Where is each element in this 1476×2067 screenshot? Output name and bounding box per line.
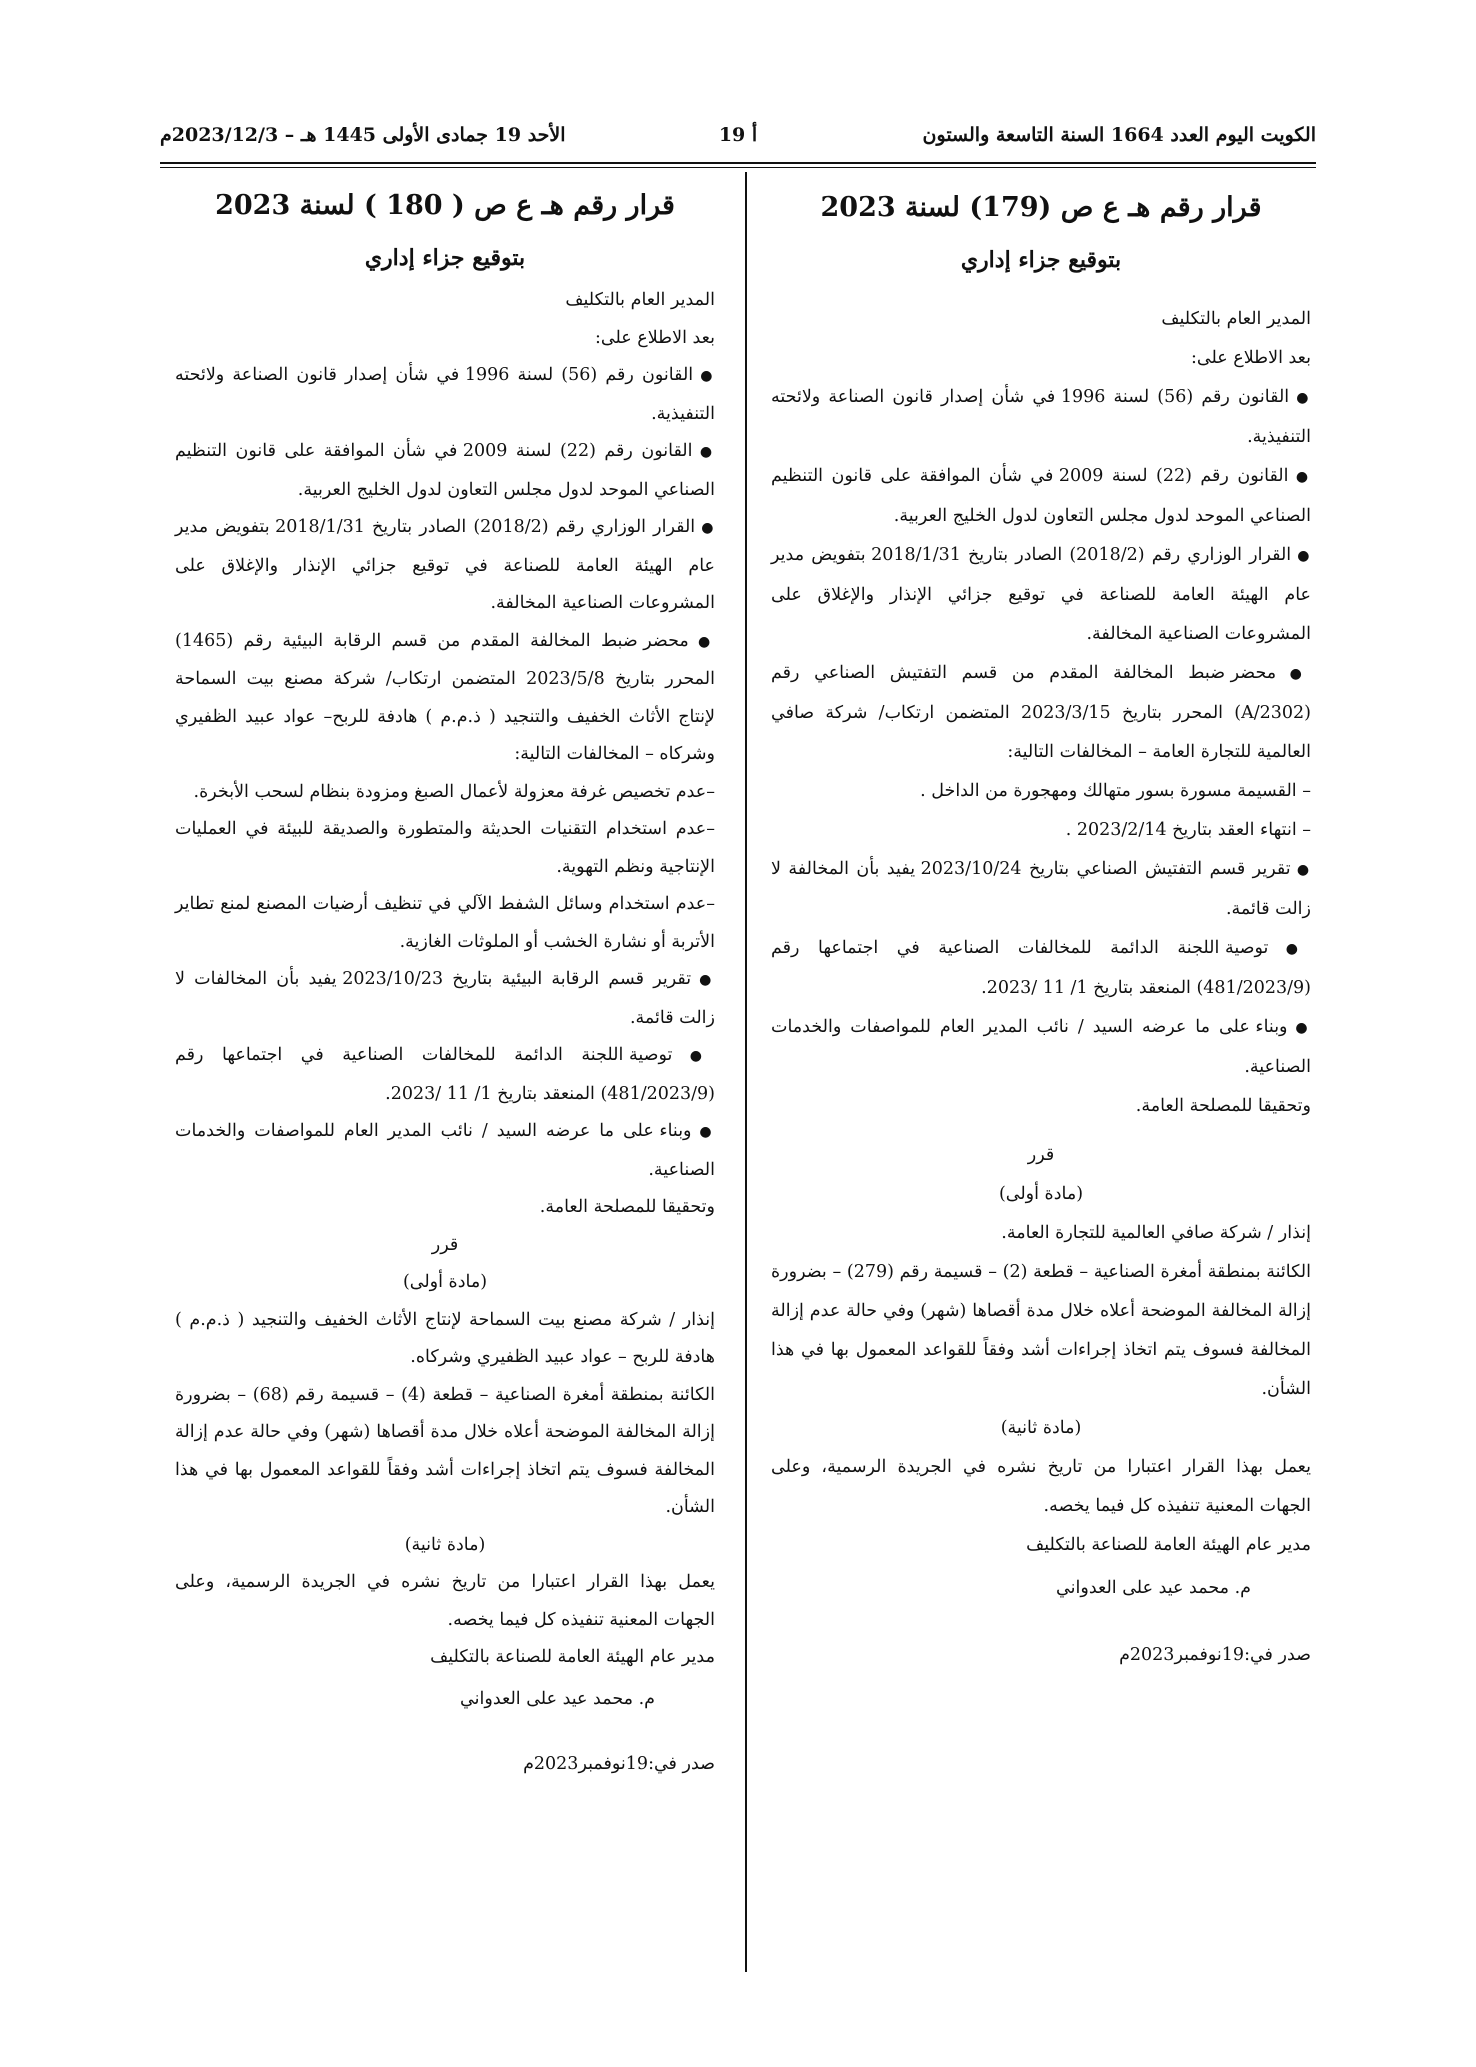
list-item: ● القانون رقم (56) لسنة 1996 في شأن إصدار قانون الصناعة ولائحته التنفيذية. [771, 378, 1311, 457]
list-item: ● القانون رقم (22) لسنة 2009 في شأن الموافقة على قانون التنظيم الصناعي الموحد لدول مجلس التعاون لدول الخليج العربية. [175, 433, 715, 509]
decree-title: قرار رقم هـ ع ص ( 180 ) لسنة 2023 [215, 190, 675, 221]
decree-title: قرار رقم هـ ع ص (179) لسنة 2023 [820, 192, 1262, 223]
list-item: ● القرار الوزاري رقم (2018/2) الصادر بتاريخ 2018/1/31 بتفويض مدير عام الهيئة العامة للصناعة في توقيع جزائي الإنذار والإغلاق على المشروعات الصناعية المخالفة. [175, 509, 715, 623]
list-item: ● محضر ضبط المخالفة المقدم من قسم الرقابة البيئية رقم (1465) المحرر بتاريخ 2023/5/8 المتضمن ارتكاب/ شركة مصنع بيت السماحة لإنتاج الأثاث الخفيف والتنجيد ( ذ.م.م ) هادفة للربح– عواد عبيد الظفيري وشركاه – المخالفات التالية: [175, 623, 715, 774]
signatory-name: م. محمد عيد على العدواني [1056, 1578, 1251, 1598]
list-item: ● القانون رقم (56) لسنة 1996 في شأن إصدار قانون الصناعة ولائحته التنفيذية. [175, 357, 715, 433]
list-item: ● وبناء على ما عرضه السيد / نائب المدير العام للمواصفات والخدمات الصناعية. [771, 1008, 1311, 1087]
header-rule-thin [160, 167, 1316, 168]
signatory-title: مدير عام الهيئة العامة للصناعة بالتكليف [430, 1647, 715, 1667]
issuer: المدير العام بالتكليف [1161, 309, 1311, 329]
article-1-text: إنذار / شركة صافي العالمية للتجارة العامة. [1001, 1223, 1311, 1243]
header-date: الأحد 19 جمادى الأولى 1445 هـ – 2023/12/3م [160, 124, 566, 146]
header-gazette-issue: الكويت اليوم العدد 1664 السنة التاسعة والستون [922, 124, 1316, 146]
decree-subtitle: بتوقيع جزاء إداري [364, 245, 526, 271]
signatory-title: مدير عام الهيئة العامة للصناعة بالتكليف [1026, 1535, 1311, 1555]
list-item: ● توصية اللجنة الدائمة للمخالفات الصناعية في اجتماعها رقم (481/2023/9) المنعقد بتاريخ 1/ 11 /2023. [771, 929, 1311, 1008]
list-item: ● محضر ضبط المخالفة المقدم من قسم التفتيش الصناعي رقم (A/2302) المحرر بتاريخ 2023/3/15 المتضمن ارتكاب/ شركة صافي العالمية للتجارة العامة – المخالفات التالية: [771, 654, 1311, 772]
list-item: ● القرار الوزاري رقم (2018/2) الصادر بتاريخ 2018/1/31 بتفويض مدير عام الهيئة العامة للصناعة في توقيع جزائي الإنذار والإغلاق على المشروعات الصناعية المخالفة. [771, 536, 1311, 654]
article-1-text: الكائنة بمنطقة أمغرة الصناعية – قطعة (2) – قسيمة رقم (279) – بضرورة إزالة المخالفة الموضحة أعلاه خلال مدة أقصاها (شهر) وفي حالة عدم إزالة المخالفة فسوف يتم اتخاذ إجراءات أشد وفقاً للقواعد المعمول بها في هذا الشأن. [771, 1262, 1311, 1399]
violation-item: –عدم استخدام وسائل الشفط الآلي في تنظيف أرضيات المصنع لمنع تطاير الأتربة أو نشارة الخشب أو الملوثات الغازية. [175, 894, 715, 952]
violation-item: – القسيمة مسورة بسور متهالك ومهجورة من الداخل . [920, 781, 1311, 801]
violation-item: – انتهاء العقد بتاريخ 2023/2/14 . [1065, 820, 1311, 840]
article-2-title: (مادة ثانية) [404, 1534, 486, 1555]
after-review: بعد الاطلاع على: [595, 327, 715, 348]
public-interest: وتحقيقا للمصلحة العامة. [539, 1197, 715, 1217]
article-1-text: الكائنة بمنطقة أمغرة الصناعية – قطعة (4) – قسيمة رقم (68) – بضرورة إزالة المخالفة الموضحة أعلاه خلال مدة أقصاها (شهر) وفي حالة عدم إزالة المخالفة فسوف يتم اتخاذ إجراءات أشد وفقاً للقواعد المعمول بها في هذا الشأن. [175, 1384, 715, 1517]
issue-date: صدر في:19نوفمبر2023م [1119, 1645, 1311, 1665]
article-1-text: إنذار / شركة مصنع بيت السماحة لإنتاج الأثاث الخفيف والتنجيد ( ذ.م.م ) هادفة للربح – عواد عبيد الظفيري وشركاه. [175, 1309, 715, 1367]
public-interest: وتحقيقا للمصلحة العامة. [1135, 1096, 1311, 1116]
issue-date: صدر في:19نوفمبر2023م [523, 1754, 715, 1774]
article-2-title: (مادة ثانية) [1000, 1418, 1082, 1438]
list-item: ● وبناء على ما عرضه السيد / نائب المدير العام للمواصفات والخدمات الصناعية. [175, 1113, 715, 1189]
article-2-text: يعمل بهذا القرار اعتبارا من تاريخ نشره في الجريدة الرسمية، وعلى الجهات المعنية تنفيذه كل فيما يخصه. [771, 1457, 1311, 1516]
after-review: بعد الاطلاع على: [1191, 348, 1311, 368]
page-header [160, 118, 1316, 158]
decree-179 [771, 180, 1311, 1675]
article-1-title: (مادة أولى) [402, 1272, 488, 1292]
article-2-text: يعمل بهذا القرار اعتبارا من تاريخ نشره في الجريدة الرسمية، وعلى الجهات المعنية تنفيذه كل فيما يخصه. [175, 1572, 715, 1630]
column-divider [745, 172, 747, 1972]
decree-subtitle: بتوقيع جزاء إداري [960, 247, 1122, 273]
list-item: ● القانون رقم (22) لسنة 2009 في شأن الموافقة على قانون التنظيم الصناعي الموحد لدول مجلس التعاون لدول الخليج العربية. [771, 457, 1311, 536]
violation-item: –عدم استخدام التقنيات الحديثة والمتطورة والصديقة للبيئة في العمليات الإنتاجية ونظم التهوية. [175, 819, 715, 877]
issuer: المدير العام بالتكليف [565, 290, 715, 310]
list-item: ● تقرير قسم الرقابة البيئية بتاريخ 2023/10/23 يفيد بأن المخالفات لا زالت قائمة. [175, 961, 715, 1037]
article-1-title: (مادة أولى) [998, 1184, 1084, 1204]
decided-heading: قرر [1027, 1145, 1055, 1165]
violation-item: –عدم تخصيص غرفة معزولة لأعمال الصبغ ومزودة بنظام لسحب الأبخرة. [193, 781, 715, 802]
list-item: ● توصية اللجنة الدائمة للمخالفات الصناعية في اجتماعها رقم (481/2023/9) المنعقد بتاريخ 1/ 11 /2023. [175, 1037, 715, 1113]
signatory-name: م. محمد عيد على العدواني [460, 1688, 655, 1709]
list-item: ● تقرير قسم التفتيش الصناعي بتاريخ 2023/10/24 يفيد بأن المخالفة لا زالت قائمة. [771, 850, 1311, 929]
decided-heading: قرر [431, 1234, 459, 1255]
header-rule [160, 162, 1316, 164]
decree-180 [175, 178, 715, 1784]
header-page-number: أ 19 [718, 124, 758, 146]
